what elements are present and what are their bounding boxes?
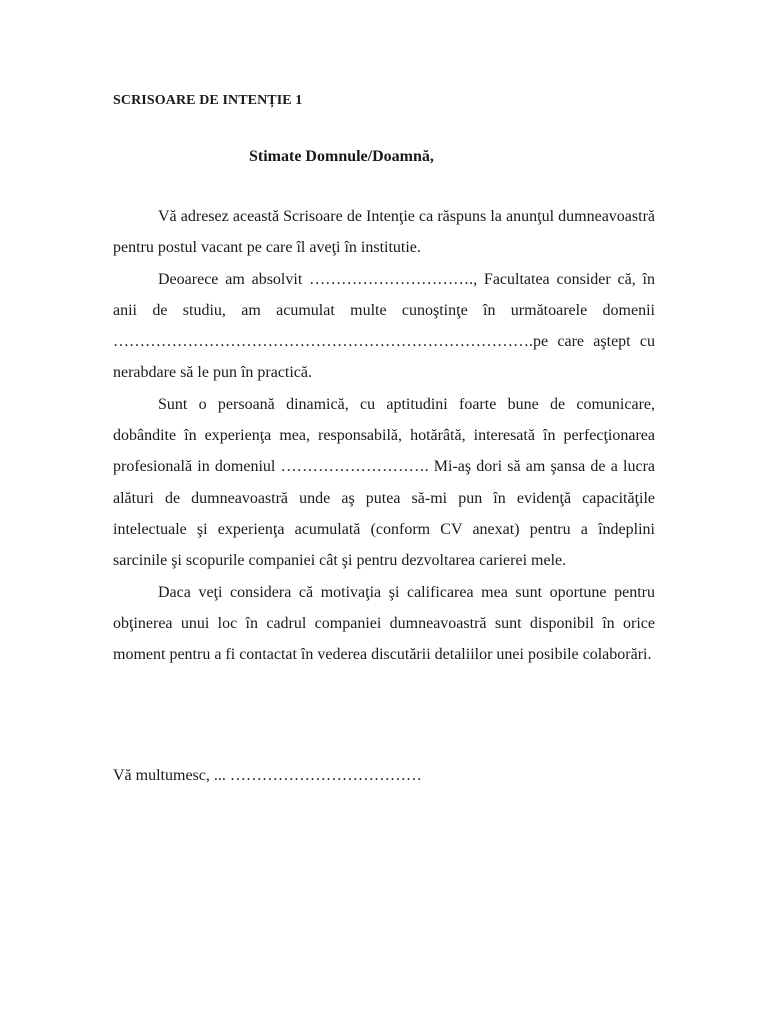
salutation: Stimate Domnule/Doamnă,: [249, 148, 434, 165]
paragraph-skills: Sunt o persoană dinamică, cu aptitudini foarte bune de comunicare, dobândite în experienţa mea, responsabilă, hotărâtă, interesată în perfecţionarea profesională in domeniul ………………………. Mi-aş dori să am şansa de a lucra alături de dumneavoastră unde aş putea să-mi pun în evidenţă capacităţile intelectuale şi experienţa acumulată (conform CV anexat) pentru a îndeplini sarcinile şi scopurile companiei cât şi pentru dezvoltarea carierei mele.: [113, 395, 655, 570]
paragraph-availability: Daca veţi considera că motivaţia şi calificarea mea sunt oportune pentru obţinerea unui loc în cadrul companiei dumneavoastră sunt disponibil în orice moment pentru a fi contactat în vederea discutării detaliilor unei posibile colaborări.: [113, 583, 655, 664]
closing-line: Vă multumesc, ... ………………………………: [113, 767, 422, 784]
document-heading: SCRISOARE DE INTENȚIE 1: [113, 93, 303, 108]
paragraph-education: Deoarece am absolvit …………………………., Facultatea consider că, în anii de studiu, am acumulat multe cunoştinţe în următoarele domenii …………………………………………………………………….pe care aştept cu nerabdare să le pun în practică.: [113, 270, 655, 382]
paragraph-intro: Vă adresez această Scrisoare de Intenţie ca răspuns la anunţul dumneavoastră pentru postul vacant pe care îl aveţi în institutie.: [113, 208, 655, 257]
letter-body: [113, 201, 655, 670]
